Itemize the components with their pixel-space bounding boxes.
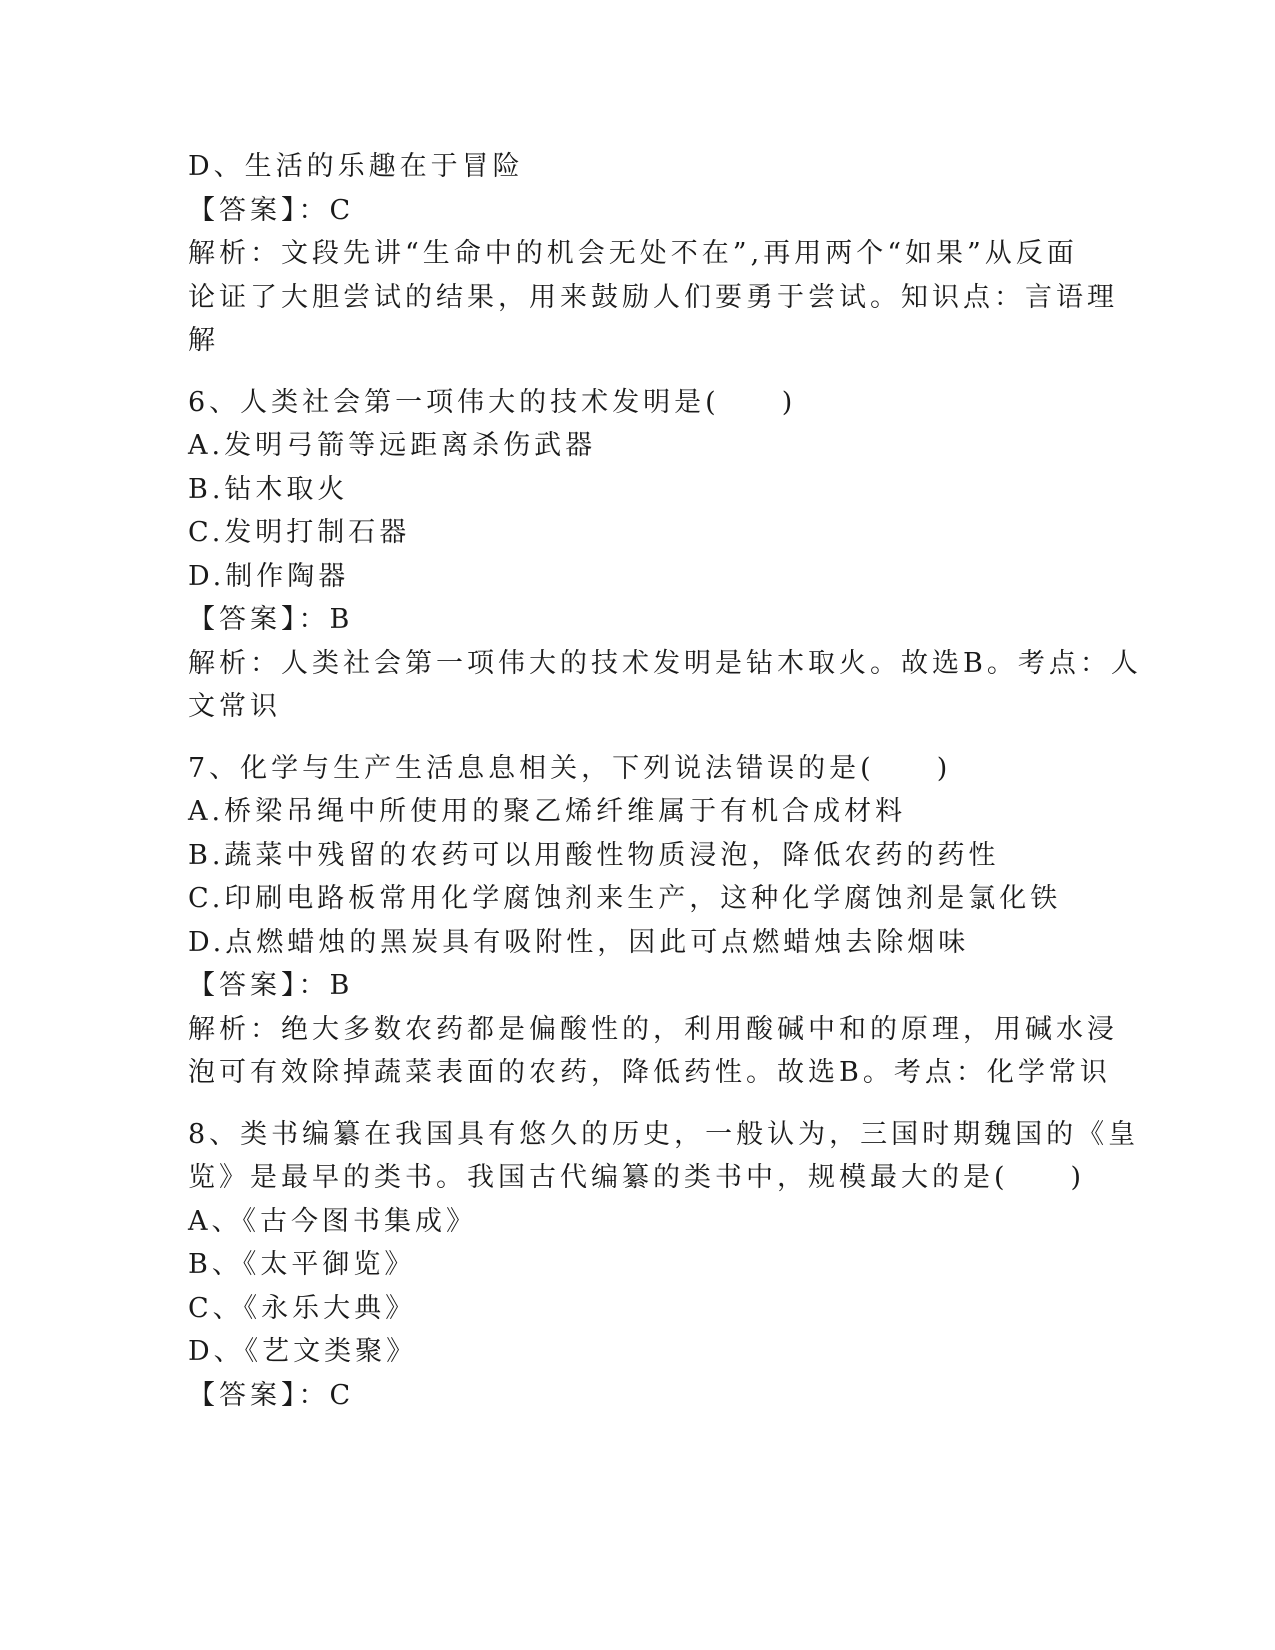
spacer bbox=[188, 729, 1088, 747]
analysis-line: 泡可有效除掉蔬菜表面的农药，降低药性。故选B。考点：化学常识 bbox=[188, 1057, 1111, 1088]
question-text: 7、化学与生产生活息息相关，下列说法错误的是( ) bbox=[188, 752, 952, 784]
spacer bbox=[188, 1095, 1088, 1113]
question-5-tail bbox=[188, 145, 1118, 363]
analysis-line: 解析：文段先讲“生命中的机会无处不在”,再用两个“如果”从反面 bbox=[188, 238, 1078, 269]
analysis-line: 解析：人类社会第一项伟大的技术发明是钻木取火。故选B。考点：人 bbox=[188, 647, 1142, 679]
option-b: B、《太平御览》 bbox=[188, 1249, 416, 1280]
option-c: C.印刷电路板常用化学腐蚀剂来生产，这种化学腐蚀剂是氯化铁 bbox=[188, 883, 1062, 914]
analysis-line: 文常识 bbox=[188, 691, 281, 722]
analysis-line: 解 bbox=[188, 325, 219, 356]
option-a: A、《古今图书集成》 bbox=[188, 1205, 477, 1237]
analysis-line: 论证了大胆尝试的结果，用来鼓励人们要勇于尝试。知识点：言语理 bbox=[188, 281, 1118, 313]
option-b: B.钻木取火 bbox=[188, 473, 349, 505]
question-6 bbox=[188, 381, 1142, 729]
option-d: D、生活的乐趣在于冒险 bbox=[188, 151, 524, 182]
option-d: D、《艺文类聚》 bbox=[188, 1336, 418, 1367]
option-b: B.蔬菜中残留的农药可以用酸性物质浸泡，降低农药的药性 bbox=[188, 839, 1000, 871]
answer-line: 【答案】：C bbox=[188, 1379, 355, 1411]
question-text: 8、类书编纂在我国具有悠久的历史，一般认为，三国时期魏国的《皇 bbox=[188, 1118, 1140, 1150]
option-d: D.点燃蜡烛的黑炭具有吸附性，因此可点燃蜡烛去除烟味 bbox=[188, 926, 970, 958]
analysis-line: 解析：绝大多数农药都是偏酸性的，利用酸碱中和的原理，用碱水浸 bbox=[188, 1013, 1118, 1045]
answer-line: 【答案】：B bbox=[188, 970, 354, 1001]
question-text: 览》是最早的类书。我国古代编纂的类书中，规模最大的是( ) bbox=[188, 1162, 1086, 1193]
option-d: D.制作陶器 bbox=[188, 560, 350, 592]
option-a: A.桥梁吊绳中所使用的聚乙烯纤维属于有机合成材料 bbox=[188, 796, 907, 827]
option-c: C、《永乐大典》 bbox=[188, 1292, 417, 1324]
option-c: C.发明打制石器 bbox=[188, 517, 411, 548]
question-8 bbox=[188, 1113, 1140, 1418]
spacer bbox=[188, 363, 1088, 381]
question-text: 6、人类社会第一项伟大的技术发明是( ) bbox=[188, 386, 797, 418]
document-page bbox=[188, 145, 1142, 1417]
option-a: A.发明弓箭等远距离杀伤武器 bbox=[188, 430, 597, 461]
question-7 bbox=[188, 747, 1118, 1095]
answer-line: 【答案】：C bbox=[188, 194, 355, 226]
answer-line: 【答案】：B bbox=[188, 604, 354, 635]
